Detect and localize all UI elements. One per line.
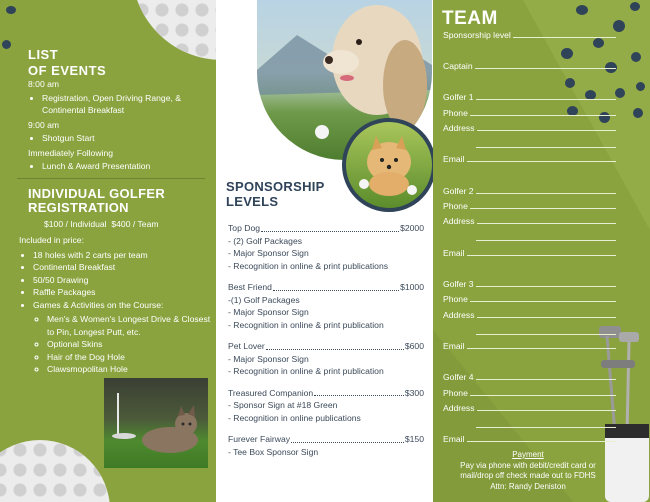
- field-label: Phone: [443, 201, 468, 211]
- golfer3-email-field[interactable]: [467, 348, 617, 349]
- level-name: Furever Fairway: [228, 434, 291, 444]
- field-label: Address: [443, 310, 475, 320]
- golfer3-address-field[interactable]: [477, 317, 616, 318]
- payment-attn: Attn: Randy Deniston: [490, 481, 566, 491]
- golfer4-address-line2[interactable]: [476, 427, 616, 428]
- field-label: Sponsorship level: [443, 30, 511, 40]
- golfer4-phone-field[interactable]: [470, 395, 616, 396]
- dot-decoration: [633, 108, 643, 118]
- activity-item: ◦ Optional Skins: [47, 338, 215, 351]
- sponsorship-level: [228, 281, 424, 331]
- golfer3-name-field[interactable]: [476, 286, 616, 287]
- captain-field[interactable]: [475, 68, 616, 69]
- activity-item: ◦ Men's & Women's Longest Drive & Closest to Pin, Longest Putt, etc.: [47, 313, 215, 338]
- dot-decoration: [6, 6, 16, 14]
- level-benefit: - Recognition in online & print publication: [228, 319, 384, 330]
- payment-title: Payment: [512, 450, 544, 459]
- field-label: Phone: [443, 388, 468, 398]
- golfer3-address-line2[interactable]: [476, 334, 616, 335]
- field-label: Email: [443, 248, 465, 258]
- golfer3-phone-field[interactable]: [470, 301, 616, 302]
- activity-item: ◦ Hair of the Dog Hole: [47, 351, 215, 364]
- sponsorship-level: [228, 340, 424, 378]
- sponsorship-level-field[interactable]: [513, 37, 616, 38]
- dot-decoration: [615, 88, 625, 98]
- level-name: Pet Lover: [228, 341, 265, 351]
- level-benefit: - (2) Golf Packages: [228, 235, 303, 246]
- level-benefit: - Recognition in online & print publications: [228, 260, 389, 271]
- field-label: Golfer 3: [443, 279, 474, 289]
- dot-decoration: [630, 2, 640, 11]
- included-label: Included in price:: [19, 235, 84, 245]
- schedule-time: 9:00 am: [28, 119, 60, 130]
- golfer2-address-field[interactable]: [477, 223, 616, 224]
- included-item: • Raffle Packages: [33, 286, 215, 299]
- activity-item: ◦ Clawsmopolitan Hole: [47, 363, 215, 376]
- cat-golf-photo: [104, 378, 208, 468]
- golfer1-phone-field[interactable]: [470, 115, 616, 116]
- golfer4-name-field[interactable]: [476, 379, 616, 380]
- registration-prices: $100 / Individual $400 / Team: [44, 219, 159, 229]
- included-in-price: [19, 234, 215, 378]
- field-label: Address: [443, 123, 475, 133]
- sponsorship-levels-heading: SPONSORSHIP LEVELS: [226, 179, 325, 209]
- level-benefit: - Major Sponsor Sign: [228, 248, 309, 258]
- golfer2-email-field[interactable]: [467, 255, 617, 256]
- golfer1-name-field[interactable]: [476, 99, 616, 100]
- payment-text: Pay via phone with debit/credit card or mail/drop off check made out to FDHS: [460, 460, 596, 480]
- level-price: $1000: [400, 282, 424, 292]
- field-label: Email: [443, 341, 465, 351]
- dot-decoration: [636, 82, 645, 91]
- schedule-time: 8:00 am: [28, 79, 60, 89]
- level-price: $600: [404, 341, 424, 351]
- included-item: • Games & Activities on the Course:: [33, 299, 215, 312]
- sponsorship-level: [228, 433, 424, 458]
- golfer1-address-field[interactable]: [477, 130, 616, 131]
- level-name: Treasured Companion: [228, 387, 314, 398]
- event-schedule: [28, 78, 208, 175]
- level-benefit: - Major Sponsor Sign: [228, 353, 309, 364]
- level-price: $2000: [400, 223, 424, 233]
- field-label: Email: [443, 154, 465, 164]
- dot-decoration: [2, 40, 11, 49]
- level-benefit: - Tee Box Sponsor Sign: [228, 446, 319, 457]
- level-name: Top Dog: [228, 223, 261, 233]
- field-label: Phone: [443, 108, 468, 118]
- puppy-photo: [342, 118, 436, 212]
- level-price: $150: [404, 434, 424, 444]
- level-price: $300: [404, 387, 424, 398]
- section-divider: [17, 178, 205, 179]
- included-item: • 18 holes with 2 carts per team: [33, 249, 215, 262]
- payment-info: [443, 450, 613, 492]
- team-heading: TEAM: [442, 8, 498, 29]
- list-of-events-heading: LIST OF EVENTS: [28, 47, 107, 78]
- level-benefit: - Recognition in online publications: [228, 412, 361, 423]
- golfer2-name-field[interactable]: [476, 193, 616, 194]
- team-registration-form: [443, 0, 616, 460]
- golfer4-email-field[interactable]: [467, 441, 617, 442]
- schedule-item: • Lunch & Award Presentation: [42, 160, 208, 173]
- sponsorship-level: [228, 387, 424, 425]
- level-name: Best Friend: [228, 282, 272, 292]
- sponsorship-levels-list: [228, 222, 424, 467]
- level-benefit: -(1) Golf Packages: [228, 294, 300, 305]
- level-benefit: - Recognition in online & print publication: [228, 366, 384, 376]
- golf-ball-graphic: [0, 440, 110, 502]
- field-label: Golfer 2: [443, 186, 474, 196]
- golfer2-phone-field[interactable]: [470, 208, 616, 209]
- level-benefit: - Sponsor Sign at #18 Green: [228, 400, 338, 410]
- schedule-item: • Shotgun Start: [42, 132, 208, 145]
- golfer4-address-field[interactable]: [477, 410, 616, 411]
- golfer1-email-field[interactable]: [467, 161, 617, 162]
- included-item: • 50/50 Drawing: [33, 274, 215, 287]
- level-benefit: - Major Sponsor Sign: [228, 307, 309, 317]
- dot-decoration: [631, 52, 641, 62]
- field-label: Golfer 1: [443, 92, 474, 102]
- included-item: • Continental Breakfast: [33, 261, 215, 274]
- schedule-time: Immediately Following: [28, 147, 114, 158]
- golfer1-address-line2[interactable]: [476, 147, 616, 148]
- sponsorship-level: [228, 222, 424, 272]
- puppy-illustration: [346, 122, 432, 208]
- cat-illustration: [104, 378, 208, 468]
- individual-registration-heading: INDIVIDUAL GOLFER REGISTRATION: [28, 186, 166, 215]
- field-label: Phone: [443, 294, 468, 304]
- field-label: Address: [443, 403, 475, 413]
- field-label: Address: [443, 216, 475, 226]
- golfer2-address-line2[interactable]: [476, 240, 616, 241]
- field-label: Email: [443, 434, 465, 444]
- field-label: Captain: [443, 61, 473, 71]
- field-label: Golfer 4: [443, 372, 474, 382]
- schedule-item: • Registration, Open Driving Range, & Continental Breakfast: [42, 92, 208, 117]
